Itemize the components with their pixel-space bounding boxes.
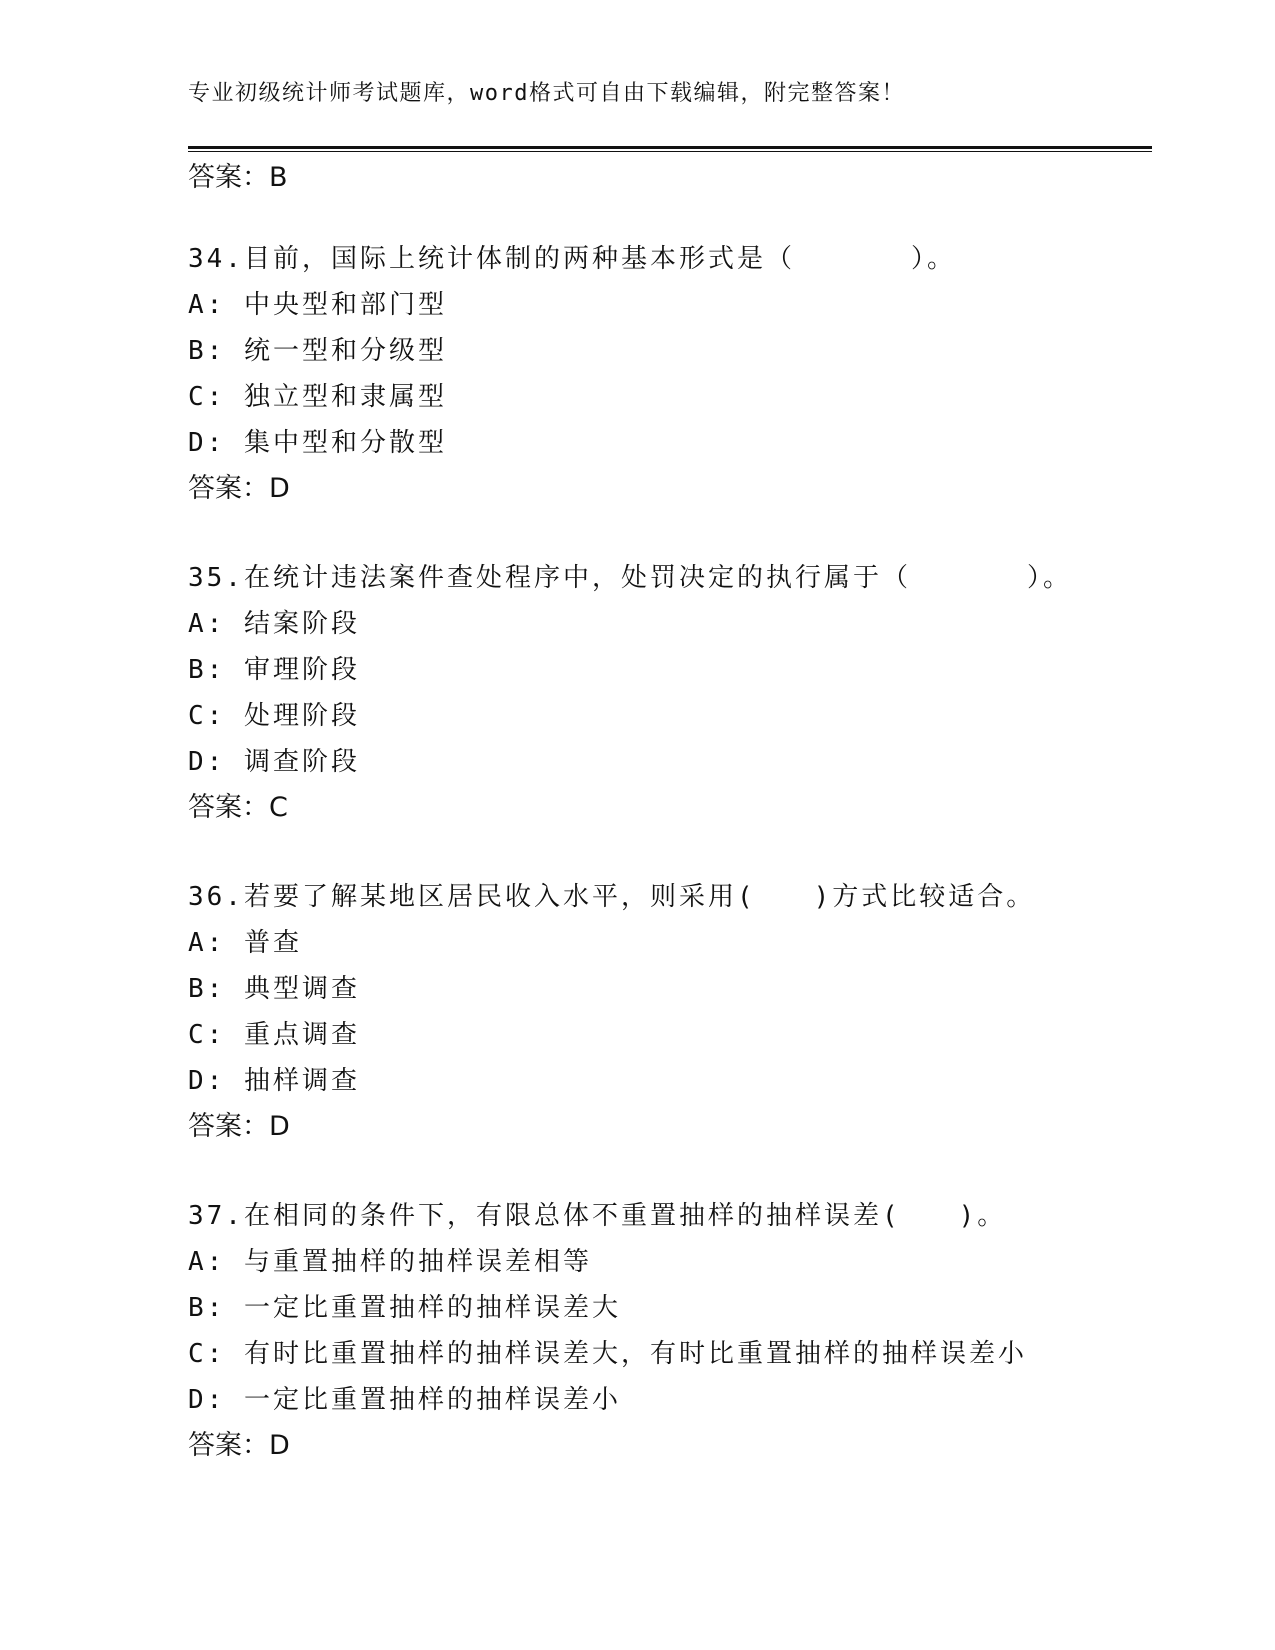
option-b: B: 统一型和分级型 bbox=[188, 336, 447, 366]
question-answer: 答案：C bbox=[188, 792, 288, 823]
option-c: C: 独立型和隶属型 bbox=[188, 382, 447, 412]
option-b: B: 审理阶段 bbox=[188, 655, 360, 685]
question-stem: 35.在统计违法案件查处程序中，处罚决定的执行属于（ ）。 bbox=[188, 563, 1072, 593]
question-37 bbox=[188, 1193, 1152, 1469]
header-divider-thin bbox=[188, 151, 1152, 152]
question-36 bbox=[188, 874, 1152, 1150]
option-a: A: 结案阶段 bbox=[188, 609, 360, 639]
previous-answer: 答案：B bbox=[188, 162, 288, 193]
option-a: A: 与重置抽样的抽样误差相等 bbox=[188, 1247, 592, 1277]
option-c: C: 处理阶段 bbox=[188, 701, 360, 731]
option-a: A: 中央型和部门型 bbox=[188, 290, 447, 320]
option-d: D: 抽样调查 bbox=[188, 1066, 360, 1096]
question-34 bbox=[188, 236, 1152, 512]
option-d: D: 集中型和分散型 bbox=[188, 428, 447, 458]
option-d: D: 调查阶段 bbox=[188, 747, 360, 777]
question-answer: 答案：D bbox=[188, 473, 290, 504]
option-b: B: 一定比重置抽样的抽样误差大 bbox=[188, 1293, 621, 1323]
question-stem: 36.若要了解某地区居民收入水平，则采用( )方式比较适合。 bbox=[188, 882, 1036, 912]
question-35 bbox=[188, 555, 1152, 831]
option-c: C: 有时比重置抽样的抽样误差大，有时比重置抽样的抽样误差小 bbox=[188, 1339, 1027, 1369]
option-b: B: 典型调查 bbox=[188, 974, 360, 1004]
question-answer: 答案：D bbox=[188, 1430, 290, 1461]
question-answer: 答案：D bbox=[188, 1111, 290, 1142]
option-d: D: 一定比重置抽样的抽样误差小 bbox=[188, 1385, 621, 1415]
header-divider-thick bbox=[188, 146, 1152, 149]
question-stem: 37.在相同的条件下，有限总体不重置抽样的抽样误差( )。 bbox=[188, 1201, 1007, 1231]
option-a: A: 普查 bbox=[188, 928, 302, 958]
option-c: C: 重点调查 bbox=[188, 1020, 360, 1050]
question-stem: 34.目前，国际上统计体制的两种基本形式是（ ）。 bbox=[188, 244, 956, 274]
page-header: 专业初级统计师考试题库，word格式可自由下载编辑，附完整答案！ bbox=[188, 81, 905, 106]
header-divider bbox=[188, 146, 1152, 152]
